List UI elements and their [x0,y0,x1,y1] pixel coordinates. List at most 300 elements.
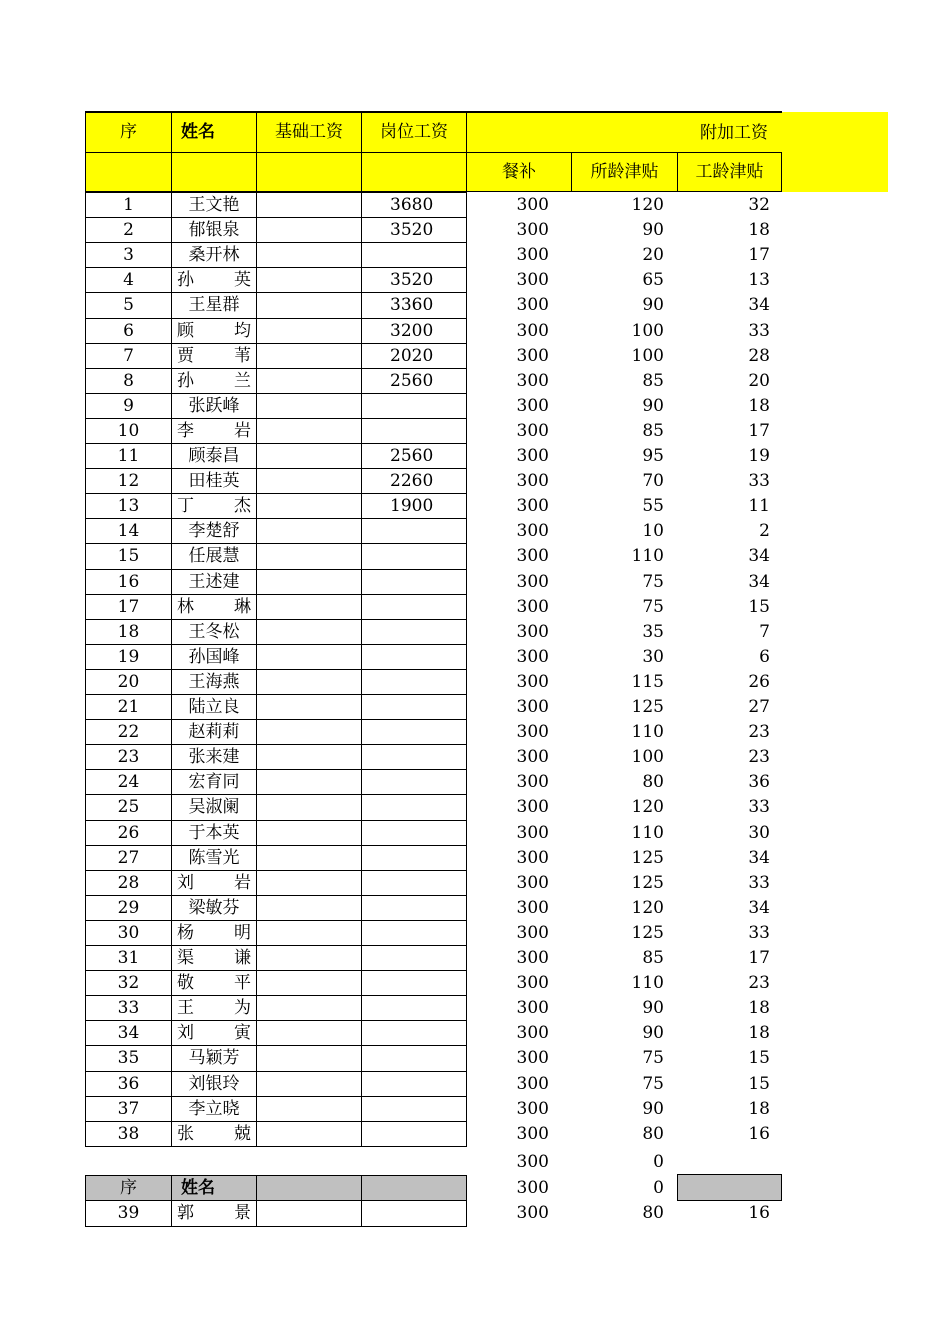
row-base-cell [256,368,362,394]
name-part: 谦 [234,947,251,968]
row-meal-cell: 300 [516,395,549,416]
row-name-cell: 郁银泉 [171,217,257,243]
row-seq-cell: 2 [85,217,172,243]
name-part: 渠 [177,947,194,968]
row-post-cell [361,694,467,720]
row-tenure-cell: 120 [631,897,664,918]
subheader-seniority [677,1174,782,1201]
name-part: 林 [177,596,194,617]
row-meal-cell: 300 [516,596,549,617]
row-meal-cell: 300 [516,219,549,240]
header-seq: 序 [85,112,172,153]
row-tenure-cell: 110 [631,721,664,742]
row-meal-cell: 300 [516,571,549,592]
row-name-cell: 桑开林 [171,242,257,268]
row-seq-cell: 29 [85,895,172,921]
name-part: 苇 [234,345,251,366]
row-tenure-cell: 120 [631,797,664,817]
row-meal-cell: 300 [516,746,549,767]
row-seniority-cell: 23 [748,721,770,742]
header-meal: 餐补 [466,152,572,192]
row-tenure-cell: 110 [631,972,664,993]
row-name-cell [171,970,257,996]
row-seniority-cell: 17 [748,244,770,265]
row-base-cell [256,920,362,946]
row-tenure-cell: 35 [642,621,664,642]
header-name: 姓名 [171,112,257,153]
row-name-cell: 李楚舒 [171,518,257,544]
row-tenure-cell: 85 [642,420,664,441]
row-name-cell: 王文艳 [171,192,257,218]
row-seq-cell: 36 [85,1071,172,1097]
row-base-cell [256,267,362,293]
row-meal-cell: 300 [516,947,549,968]
row-post-cell [361,543,467,570]
row-post-cell [361,619,467,645]
row-name-cell: 吴淑阑 [171,794,257,821]
row-name-cell: 任展慧 [171,543,257,570]
row-seniority-cell: 15 [748,1048,770,1068]
row-name-cell: 马颖芳 [171,1045,257,1072]
row-seq-cell: 4 [85,267,172,293]
row-seniority-cell: 18 [748,1022,770,1043]
row-post-cell [361,995,467,1021]
row-seq-cell: 6 [85,318,172,344]
row-post-cell [361,870,467,896]
row-meal-cell: 300 [516,1022,549,1043]
row-post-cell [361,945,467,971]
row-seq-cell: 28 [85,870,172,896]
row-seniority-cell: 32 [748,194,770,215]
last-row-base [256,1200,362,1227]
row-seq-cell: 20 [85,669,172,695]
row-name-cell [171,267,257,293]
name-part: 岩 [234,872,251,893]
name-part: 刘 [177,872,194,893]
gap-tenure: 0 [653,1151,664,1172]
row-meal-cell: 300 [516,370,549,391]
row-seq-cell: 30 [85,920,172,946]
row-meal-cell: 300 [516,671,549,692]
row-meal-cell: 300 [516,797,549,817]
row-base-cell [256,719,362,745]
row-base-cell [256,744,362,770]
row-name-cell: 陈雪光 [171,845,257,871]
row-tenure-cell: 20 [642,244,664,265]
row-tenure-cell: 110 [631,822,664,843]
header-seq-blank [85,152,172,192]
row-post-cell [361,418,467,444]
row-meal-cell: 300 [516,696,549,717]
row-base-cell [256,217,362,243]
row-post-cell: 3360 [361,292,467,319]
row-base-cell [256,343,362,369]
header-name-blank [171,152,257,192]
row-seniority-cell: 26 [748,671,770,692]
name-part: 王 [177,997,194,1018]
name-part: 孙 [177,269,194,290]
row-name-cell: 孙国峰 [171,644,257,670]
last-row-tenure: 80 [642,1203,664,1223]
row-tenure-cell: 80 [642,771,664,792]
row-seniority-cell: 27 [748,696,770,717]
row-seq-cell: 8 [85,368,172,394]
row-tenure-cell: 75 [642,571,664,592]
row-seq-cell: 9 [85,393,172,419]
last-row-seniority: 16 [748,1203,770,1223]
subheader-base [256,1175,362,1201]
row-base-cell [256,845,362,871]
row-post-cell [361,1045,467,1072]
row-seq-cell: 11 [85,443,172,469]
row-base-cell [256,543,362,570]
name-part: 贾 [177,345,194,366]
row-tenure-cell: 55 [642,495,664,516]
row-post-cell: 2560 [361,443,467,469]
last-row-post [361,1200,467,1227]
row-name-cell: 王冬松 [171,619,257,645]
row-seq-cell: 16 [85,569,172,595]
row-base-cell [256,594,362,620]
row-post-cell: 2020 [361,343,467,369]
row-tenure-cell: 125 [631,847,664,868]
row-name-cell: 顾泰昌 [171,443,257,469]
row-seq-cell: 32 [85,970,172,996]
row-post-cell: 3520 [361,217,467,243]
row-name-cell: 刘银玲 [171,1071,257,1097]
header-base-blank [256,152,362,192]
row-post-cell [361,744,467,770]
row-seq-cell: 17 [85,594,172,620]
row-name-cell: 陆立良 [171,694,257,720]
name-part: 英 [234,269,251,290]
row-seniority-cell: 33 [748,872,770,893]
name-part: 明 [234,922,251,943]
name-part: 寅 [234,1022,251,1043]
row-seniority-cell: 18 [748,219,770,240]
row-meal-cell: 300 [516,721,549,742]
name-part: 兢 [234,1123,251,1144]
row-base-cell [256,870,362,896]
row-seq-cell: 26 [85,820,172,846]
row-tenure-cell: 125 [631,696,664,717]
row-base-cell [256,192,362,218]
row-seq-cell: 5 [85,292,172,319]
row-seniority-cell: 17 [748,947,770,968]
header-seniority-allowance: 工龄津贴 [677,152,782,192]
row-post-cell: 3680 [361,192,467,218]
row-meal-cell: 300 [516,1098,549,1119]
row-seniority-cell: 30 [748,822,770,843]
row-post-cell [361,1121,467,1147]
row-seq-cell: 33 [85,995,172,1021]
row-name-cell: 于本英 [171,820,257,846]
row-meal-cell: 300 [516,997,549,1018]
row-name-cell: 王述建 [171,569,257,595]
row-seq-cell: 21 [85,694,172,720]
row-post-cell [361,594,467,620]
row-meal-cell: 300 [516,269,549,290]
row-name-cell: 赵莉莉 [171,719,257,745]
row-tenure-cell: 85 [642,370,664,391]
row-tenure-cell: 100 [631,320,664,341]
subheader-tenure: 0 [653,1177,664,1198]
row-tenure-cell: 80 [642,1123,664,1144]
row-name-cell [171,995,257,1021]
row-base-cell [256,242,362,268]
row-seniority-cell: 33 [748,470,770,491]
row-tenure-cell: 120 [631,194,664,215]
row-seniority-cell: 18 [748,1098,770,1119]
row-post-cell [361,669,467,695]
row-seq-cell: 25 [85,794,172,821]
row-name-cell [171,594,257,620]
row-seq-cell: 35 [85,1045,172,1072]
name-part: 敬 [177,972,194,993]
row-name-cell: 梁敏芬 [171,895,257,921]
name-part: 刘 [177,1022,194,1043]
subheader-meal: 300 [516,1177,549,1198]
row-base-cell [256,669,362,695]
row-base-cell [256,895,362,921]
row-base-cell [256,1071,362,1097]
header-post-salary: 岗位工资 [361,112,467,153]
row-name-cell [171,870,257,896]
row-meal-cell: 300 [516,445,549,466]
row-meal-cell: 300 [516,194,549,215]
row-meal-cell: 300 [516,546,549,566]
row-base-cell [256,644,362,670]
row-seq-cell: 18 [85,619,172,645]
row-seniority-cell: 34 [748,546,770,566]
subheader-name: 姓名 [171,1175,257,1201]
row-seniority-cell: 6 [759,646,770,667]
row-name-cell [171,1121,257,1147]
header-extra-salary: 附加工资 [466,112,782,153]
row-base-cell [256,518,362,544]
row-seniority-cell: 34 [748,295,770,315]
row-base-cell [256,468,362,494]
row-seniority-cell: 11 [748,495,770,516]
row-name-cell: 李立晓 [171,1096,257,1122]
last-row-meal: 300 [516,1203,549,1223]
row-base-cell [256,493,362,519]
row-base-cell [256,1096,362,1122]
row-seq-cell: 1 [85,192,172,218]
row-seq-cell: 37 [85,1096,172,1122]
row-tenure-cell: 75 [642,596,664,617]
row-meal-cell: 300 [516,1073,549,1094]
row-base-cell [256,820,362,846]
last-row-seq: 39 [85,1200,172,1227]
row-tenure-cell: 90 [642,395,664,416]
row-base-cell [256,418,362,444]
row-seniority-cell: 2 [759,520,770,541]
row-post-cell [361,895,467,921]
row-post-cell [361,769,467,795]
row-seq-cell: 13 [85,493,172,519]
name-part: 琳 [234,596,251,617]
row-name-cell [171,368,257,394]
row-seniority-cell: 28 [748,345,770,366]
row-post-cell [361,242,467,268]
row-seq-cell: 19 [85,644,172,670]
row-tenure-cell: 85 [642,947,664,968]
row-meal-cell: 300 [516,345,549,366]
row-meal-cell: 300 [516,897,549,918]
row-name-cell [171,418,257,444]
row-seniority-cell: 34 [748,897,770,918]
row-meal-cell: 300 [516,847,549,868]
row-tenure-cell: 30 [642,646,664,667]
subheader-post [361,1175,467,1201]
row-base-cell [256,769,362,795]
name-part: 孙 [177,370,194,391]
row-post-cell [361,845,467,871]
row-post-cell [361,719,467,745]
row-tenure-cell: 125 [631,872,664,893]
row-meal-cell: 300 [516,1123,549,1144]
row-meal-cell: 300 [516,646,549,667]
row-seniority-cell: 33 [748,922,770,943]
row-seq-cell: 7 [85,343,172,369]
row-post-cell [361,569,467,595]
row-seq-cell: 10 [85,418,172,444]
row-meal-cell: 300 [516,420,549,441]
row-seq-cell: 12 [85,468,172,494]
row-meal-cell: 300 [516,922,549,943]
row-seniority-cell: 13 [748,269,770,290]
header-tenure-allowance: 所龄津贴 [571,152,678,192]
row-meal-cell: 300 [516,295,549,315]
row-seniority-cell: 33 [748,320,770,341]
header-post-blank [361,152,467,192]
row-tenure-cell: 100 [631,746,664,767]
row-seniority-cell: 19 [748,445,770,466]
row-base-cell [256,1045,362,1072]
name-part: 岩 [234,420,251,441]
row-meal-cell: 300 [516,872,549,893]
row-post-cell [361,518,467,544]
row-meal-cell: 300 [516,822,549,843]
row-meal-cell: 300 [516,470,549,491]
row-base-cell [256,794,362,821]
row-base-cell [256,995,362,1021]
row-seq-cell: 23 [85,744,172,770]
gap-meal: 300 [516,1151,549,1172]
row-post-cell [361,644,467,670]
row-tenure-cell: 65 [642,269,664,290]
row-post-cell: 2560 [361,368,467,394]
row-name-cell [171,318,257,344]
row-base-cell [256,443,362,469]
row-meal-cell: 300 [516,1048,549,1068]
row-post-cell [361,820,467,846]
row-post-cell [361,970,467,996]
row-post-cell [361,920,467,946]
name-part: 顾 [177,320,194,341]
row-name-cell [171,1020,257,1046]
row-name-cell [171,493,257,519]
row-seq-cell: 22 [85,719,172,745]
row-name-cell: 宏育同 [171,769,257,795]
row-meal-cell: 300 [516,771,549,792]
row-meal-cell: 300 [516,972,549,993]
row-seniority-cell: 7 [759,621,770,642]
row-seq-cell: 14 [85,518,172,544]
row-seniority-cell: 15 [748,1073,770,1094]
row-seniority-cell: 17 [748,420,770,441]
row-seq-cell: 31 [85,945,172,971]
row-name-cell [171,945,257,971]
row-base-cell [256,393,362,419]
name-part: 均 [234,320,251,341]
row-name-cell: 田桂英 [171,468,257,494]
row-tenure-cell: 90 [642,295,664,315]
row-base-cell [256,970,362,996]
last-row-name [171,1200,257,1227]
subheader-seq: 序 [85,1175,172,1201]
row-tenure-cell: 95 [642,445,664,466]
row-post-cell [361,1071,467,1097]
row-seniority-cell: 20 [748,370,770,391]
row-seniority-cell: 34 [748,847,770,868]
row-seniority-cell: 23 [748,972,770,993]
name-part: 李 [177,420,194,441]
row-tenure-cell: 10 [642,520,664,541]
row-seq-cell: 3 [85,242,172,268]
name-part: 兰 [234,370,251,391]
row-meal-cell: 300 [516,520,549,541]
row-seniority-cell: 15 [748,596,770,617]
row-seniority-cell: 18 [748,395,770,416]
row-tenure-cell: 115 [631,671,664,692]
row-meal-cell: 300 [516,495,549,516]
row-tenure-cell: 70 [642,470,664,491]
row-meal-cell: 300 [516,320,549,341]
row-tenure-cell: 75 [642,1048,664,1068]
row-seq-cell: 24 [85,769,172,795]
row-seq-cell: 27 [85,845,172,871]
row-post-cell: 3200 [361,318,467,344]
row-post-cell [361,1096,467,1122]
row-meal-cell: 300 [516,244,549,265]
row-meal-cell: 300 [516,621,549,642]
name-part: 景 [234,1203,251,1223]
row-tenure-cell: 100 [631,345,664,366]
row-post-cell: 1900 [361,493,467,519]
name-part: 平 [234,972,251,993]
row-base-cell [256,694,362,720]
name-part: 为 [234,997,251,1018]
row-seniority-cell: 33 [748,797,770,817]
row-base-cell [256,1121,362,1147]
row-seniority-cell: 34 [748,571,770,592]
row-post-cell [361,794,467,821]
row-tenure-cell: 110 [631,546,664,566]
header-base-salary: 基础工资 [256,112,362,153]
row-post-cell: 3520 [361,267,467,293]
row-name-cell: 张跃峰 [171,393,257,419]
row-tenure-cell: 90 [642,219,664,240]
row-base-cell [256,945,362,971]
row-name-cell: 王星群 [171,292,257,319]
row-seniority-cell: 16 [748,1123,770,1144]
row-name-cell [171,920,257,946]
row-tenure-cell: 75 [642,1073,664,1094]
row-base-cell [256,292,362,319]
row-tenure-cell: 90 [642,1098,664,1119]
